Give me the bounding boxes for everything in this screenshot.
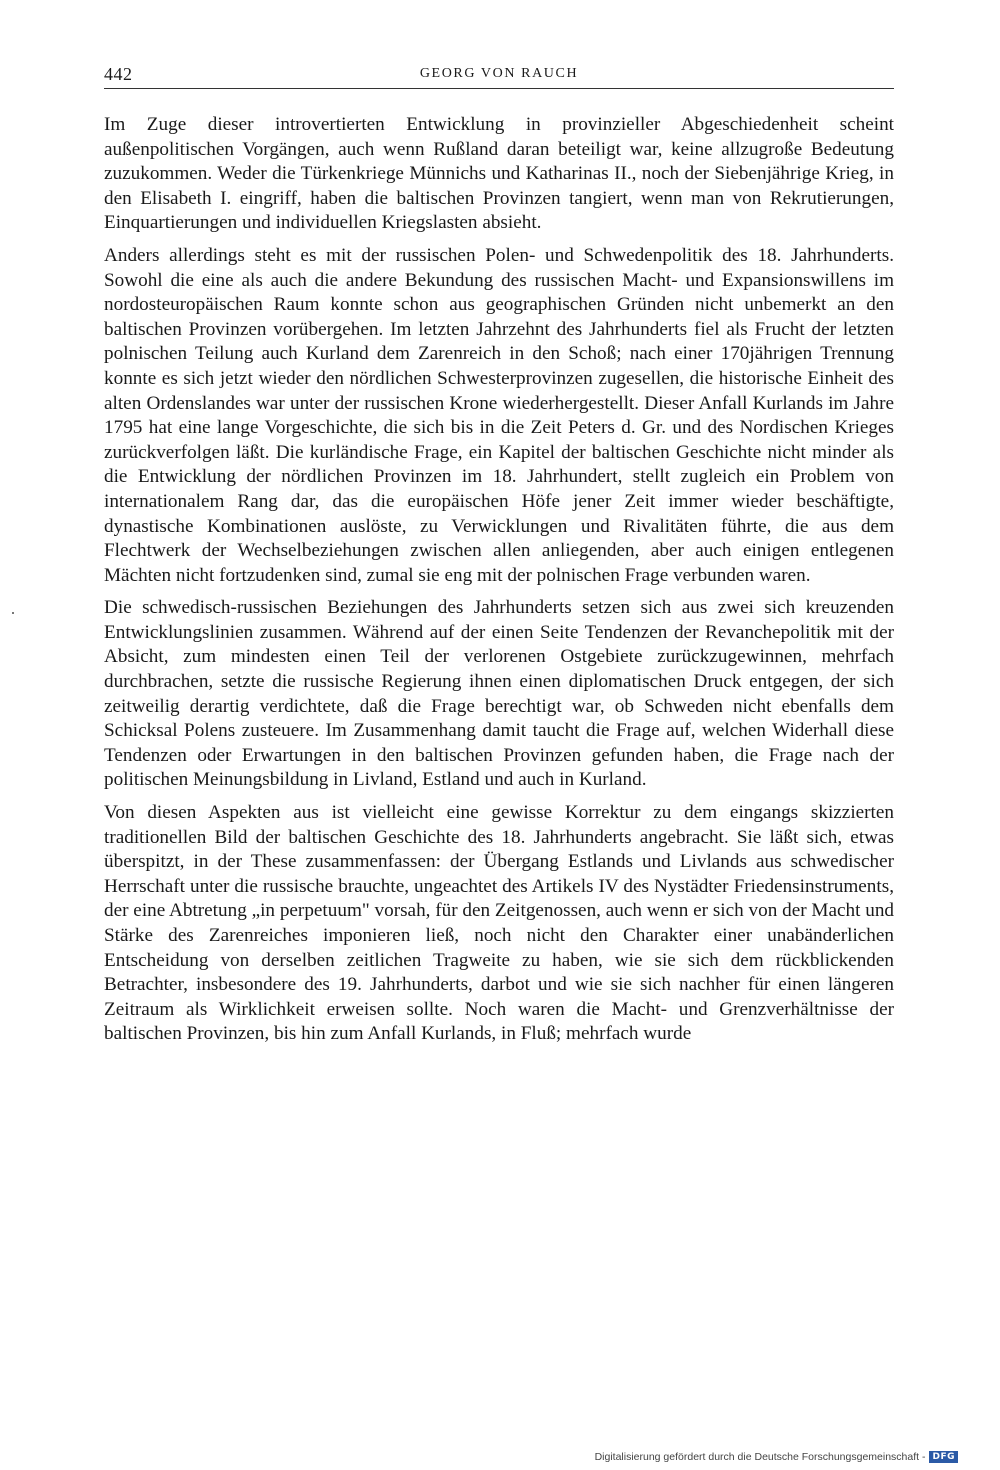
dfg-logo: DFG: [929, 1451, 958, 1463]
digitization-note: Digitalisierung gefördert durch die Deutsche Forschungsgemeinschaft -: [594, 1451, 926, 1463]
margin-speck: [12, 612, 14, 614]
running-head: [104, 62, 894, 88]
paragraph-3: Die schwedisch-russischen Beziehungen des Jahrhunderts setzen sich aus zwei sich kreuzenden Entwicklungslinien zusammen. Während auf der einen Seite Tendenzen der Revanchepolitik mit der Absicht, zum mindesten einen Teil der verlorenen Ostgebiete zurückzugewinnen, mehrfach durchbrachen, setzte die russische Regierung ihnen einen diplomatischen Druck entgegen, der sich zeitweilig derartig verdichtete, daß die Frage berechtigt war, ob Schweden nicht ebenfalls dem Schicksal Polens zusteuere. Im Zusammenhang damit taucht die Frage auf, welchen Widerhall diese Tendenzen oder Erwartungen in den baltischen Provinzen gefunden haben, die Frage nach der politischen Meinungsbildung in Livland, Estland und auch in Kurland.: [104, 597, 894, 791]
body-text: [104, 113, 894, 1055]
paragraph-1: Im Zuge dieser introvertierten Entwicklung in provinzieller Abgeschiedenheit scheint außenpolitischen Vorgängen, auch wenn Rußland daran beteiligt war, keine allzugroße Bedeutung zuzukommen. Weder die Türkenkriege Münnichs und Katharinas II., noch der Siebenjährige Krieg, in den Elisabeth I. eingriff, haben die baltischen Provinzen tangiert, wenn man von Rekrutierungen, Einquartierungen und individuellen Kriegslasten absieht.: [104, 114, 894, 234]
page-number: 442: [104, 64, 133, 84]
paragraph-2: Anders allerdings steht es mit der russischen Polen- und Schwedenpolitik des 18. Jahrhunderts. Sowohl die eine als auch die andere Bekundung des russischen Macht- und Expansionswillens im nordosteuropäischen Raum konnte schon aus geographischen Gründen nicht unbemerkt an den baltischen Provinzen vorübergehen. Im letzten Jahrzehnt des Jahrhunderts fiel als Frucht der letzten polnischen Teilung auch Kurland dem Zarenreich in den Schoß; nach einer 170jährigen Trennung konnte es sich jetzt wieder den nördlichen Schwesterprovinzen zugesellen, die historische Einheit des alten Ordenslandes war unter der russischen Krone wiederhergestellt. Dieser Anfall Kurlands im Jahre 1795 hat eine lange Vorgeschichte, die sich bis in die Zeit Peters d. Gr. und des Nordischen Krieges zurückverfolgen läßt. Die kurländische Frage, ein Kapitel der baltischen Geschichte nicht minder als die Entwicklung der nördlichen Provinzen im 18. Jahrhundert, stellt zugleich ein Problem von internationalem Rang dar, das die europäischen Höfe jener Zeit immer wieder beschäftigte, dynastische Kombinationen auslöste, zu Verwicklungen und Rivalitäten führte, die aus dem Flechtwerk der Wechselbeziehungen zwischen allen anliegenden, aber auch einigen entlegenen Mächten nicht fortzudenken sind, zumal sie eng mit der polnischen Frage verbunden waren.: [104, 244, 894, 586]
running-title: GEORG VON RAUCH: [419, 66, 579, 81]
header-rule: [104, 88, 894, 89]
paragraph-4: Von diesen Aspekten aus ist vielleicht eine gewisse Korrektur zu dem eingangs skizzierten traditionellen Bild der baltischen Geschichte des 18. Jahrhunderts angebracht. Sie läßt sich, etwas überspitzt, in der These zusammenfassen: der Übergang Estlands und Livlands aus schwedischer Herrschaft unter die russische brauchte, ungeachtet des Artikels IV des Nystädter Friedensinstruments, der eine Abtretung „in perpetuum" vorsah, für den Zeitgenossen, auch wenn er sich von der Macht und Stärke des Zarenreiches imponieren ließ, noch nicht den Charakter einer unabänderlichen Entscheidung von derselben zeitlichen Tragweite zu haben, wie sie sich dem rückblickenden Betrachter, insbesondere des 19. Jahrhunderts, darbot und wie sie sich nachher für einen längeren Zeitraum als Wirklichkeit erweisen sollte. Noch waren die Macht- und Grenzverhältnisse der baltischen Provinzen, bis hin zum Anfall Kurlands, in Fluß; mehrfach wurde: [104, 802, 895, 1045]
digitization-footer: [595, 1451, 958, 1463]
